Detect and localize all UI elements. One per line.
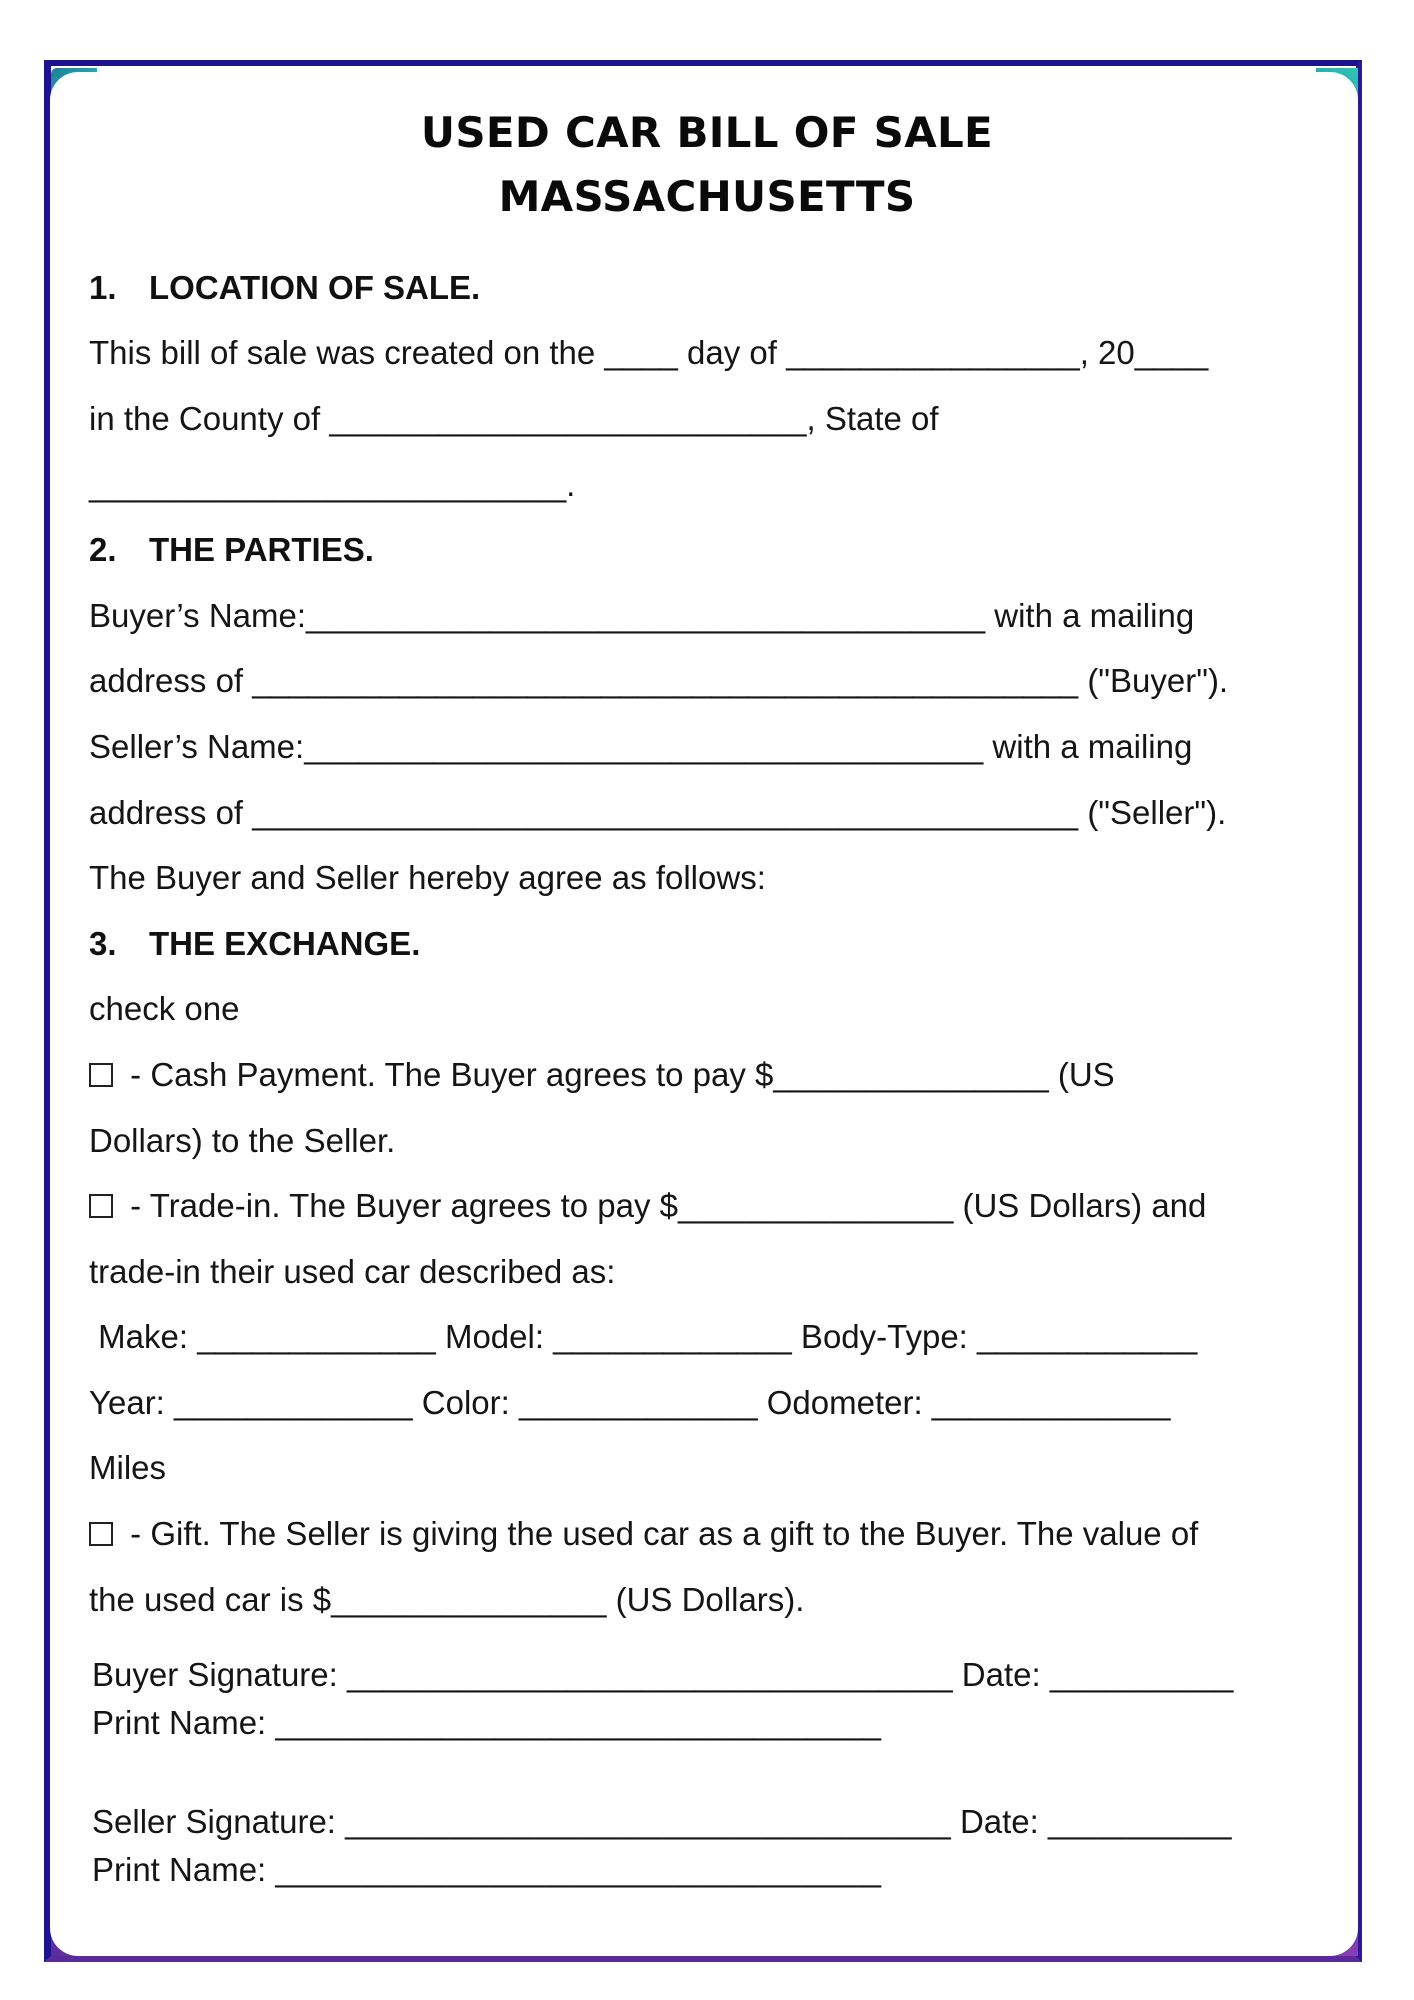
cash-payment-checkbox[interactable]	[89, 1063, 113, 1087]
location-county-line[interactable]: in the County of __________________________, State of	[89, 400, 939, 437]
gift-checkbox[interactable]	[89, 1522, 113, 1546]
gift-value-line[interactable]: the used car is $_______________ (US Dollars).	[89, 1581, 805, 1618]
section-parties-heading	[89, 530, 374, 570]
document-title-line1: USED CAR BILL OF SALE	[420, 108, 994, 157]
seller-name-line[interactable]: Seller’s Name:_____________________________________ with a mailing	[89, 728, 1193, 765]
section-title: THE PARTIES.	[149, 531, 374, 568]
trade-in-option	[89, 1186, 1206, 1226]
trade-in-checkbox[interactable]	[89, 1194, 113, 1218]
gift-text: - Gift. The Seller is giving the used car as a gift to the Buyer. The value of	[121, 1515, 1199, 1552]
cash-payment-text[interactable]: - Cash Payment. The Buyer agrees to pay $_______________ (US	[121, 1056, 1115, 1093]
agreement-statement: The Buyer and Seller hereby agree as follows:	[89, 859, 766, 896]
cash-payment-continuation: Dollars) to the Seller.	[89, 1122, 396, 1159]
cash-payment-option	[89, 1055, 1115, 1095]
gift-option	[89, 1514, 1198, 1554]
buyer-name-line[interactable]: Buyer’s Name:_____________________________________ with a mailing	[89, 597, 1195, 634]
location-state-line[interactable]: __________________________.	[89, 466, 576, 503]
document-title-line2: MASSACHUSETTS	[498, 172, 916, 221]
trade-in-text[interactable]: - Trade-in. The Buyer agrees to pay $_______________ (US Dollars) and	[121, 1187, 1207, 1224]
vehicle-make-model-body-line[interactable]: Make: _____________ Model: _____________ Body-Type: ____________	[89, 1318, 1198, 1355]
trade-in-continuation: trade-in their used car described as:	[89, 1253, 616, 1290]
section-number: 3.	[89, 925, 117, 962]
check-one-instruction: check one	[89, 990, 240, 1027]
location-date-line[interactable]: This bill of sale was created on the ____ day of ________________, 20____	[89, 334, 1209, 371]
buyer-signature-line[interactable]: Buyer Signature: _________________________________ Date: __________	[92, 1656, 1234, 1693]
section-number: 2.	[89, 531, 117, 568]
vehicle-year-color-odometer-line[interactable]: Year: _____________ Color: _____________ Odometer: _____________	[89, 1384, 1171, 1421]
odometer-unit: Miles	[89, 1449, 167, 1486]
section-location-heading	[89, 268, 480, 308]
section-title: LOCATION OF SALE.	[149, 269, 481, 306]
seller-address-line[interactable]: address of _____________________________________________ ("Seller").	[89, 794, 1227, 831]
buyer-print-name-line[interactable]: Print Name: _________________________________	[92, 1704, 882, 1741]
seller-print-name-line[interactable]: Print Name: _________________________________	[92, 1851, 882, 1888]
seller-signature-line[interactable]: Seller Signature: _________________________________ Date: __________	[92, 1803, 1232, 1840]
buyer-address-line[interactable]: address of _____________________________________________ ("Buyer").	[89, 662, 1229, 699]
section-exchange-heading	[89, 924, 420, 964]
section-title: THE EXCHANGE.	[149, 925, 421, 962]
section-number: 1.	[89, 269, 117, 306]
